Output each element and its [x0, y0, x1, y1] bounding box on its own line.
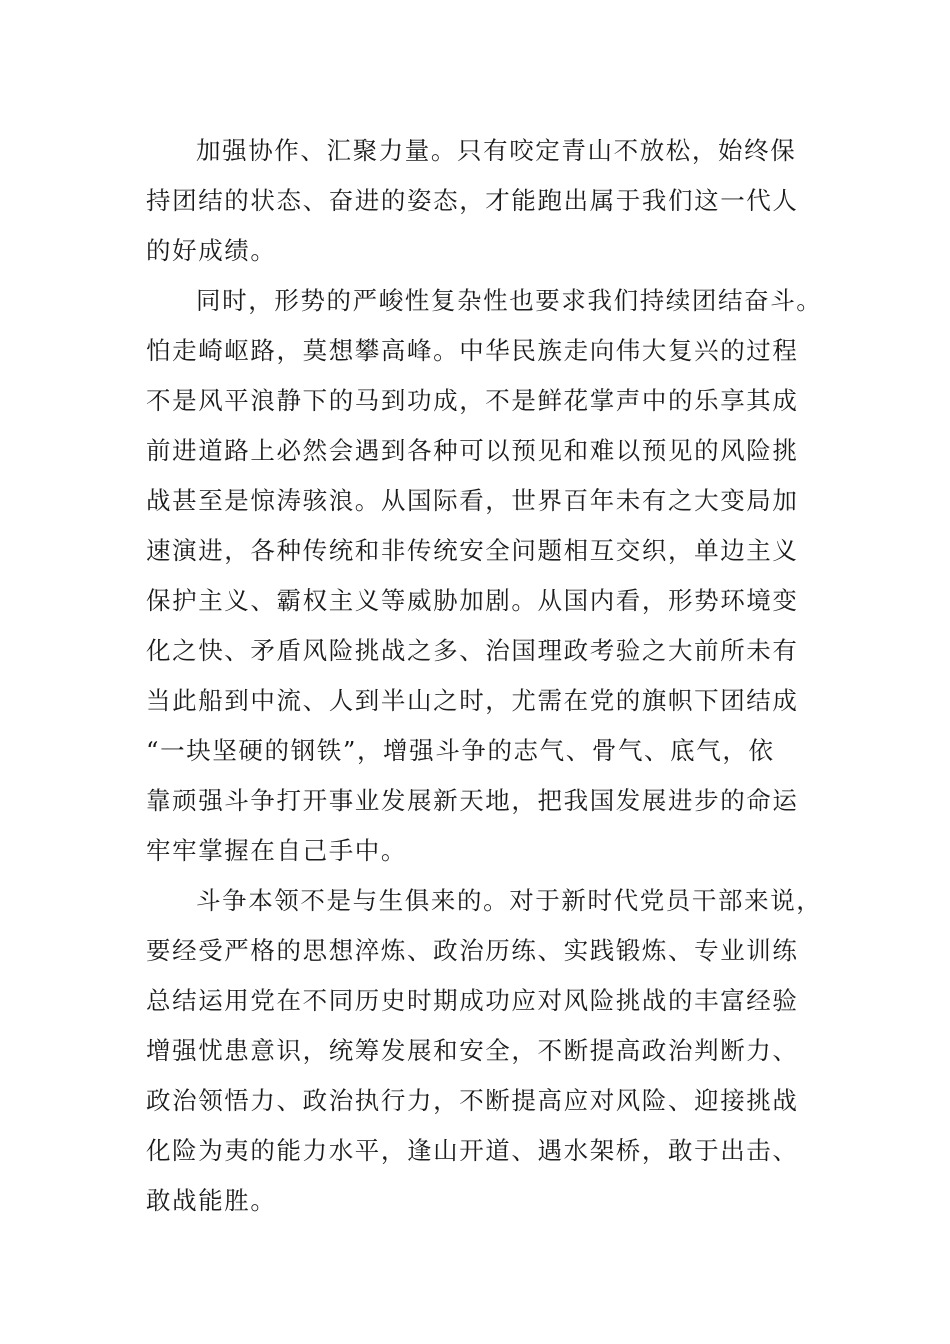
paragraph-2-line-6: 速演进，各种传统和非传统安全问题相互交织，单边主义 [146, 536, 799, 565]
paragraph-3-line-5: 政治领悟力、政治执行力，不断提高应对风险、迎接挑战 [146, 1086, 799, 1115]
paragraph-1-line-3: 的好成绩。 [146, 236, 277, 265]
paragraph-1-line-1: 加强协作、汇聚力量。只有咬定青山不放松，始终保 [196, 136, 797, 165]
paragraph-2-line-11: 靠顽强斗争打开事业发展新天地，把我国发展进步的命运 [146, 786, 799, 815]
paragraph-2-line-1: 同时，形势的严峻性复杂性也要求我们持续团结奋斗。 [196, 286, 823, 315]
paragraph-2-line-12: 牢牢掌握在自己手中。 [146, 836, 407, 865]
paragraph-3-line-7: 敢战能胜。 [146, 1186, 277, 1215]
paragraph-2-line-3: 不是风平浪静下的马到功成，不是鲜花掌声中的乐享其成 [146, 386, 799, 415]
paragraph-2-line-8: 化之快、矛盾风险挑战之多、治国理政考验之大前所未有 [146, 636, 799, 665]
paragraph-3-line-3: 总结运用党在不同历史时期成功应对风险挑战的丰富经验 [146, 986, 799, 1015]
paragraph-2-line-2: 怕走崎岖路，莫想攀高峰。中华民族走向伟大复兴的过程 [146, 336, 799, 365]
paragraph-3-line-6: 化险为夷的能力水平，逢山开道、遇水架桥，敢于出击、 [146, 1136, 799, 1165]
paragraph-1-line-2: 持团结的状态、奋进的姿态，才能跑出属于我们这一代人 [146, 186, 799, 215]
paragraph-2-line-10: “一块坚硬的钢铁”，增强斗争的志气、骨气、底气，依 [146, 736, 775, 765]
paragraph-2-line-4: 前进道路上必然会遇到各种可以预见和难以预见的风险挑 [146, 436, 799, 465]
paragraph-2-line-9: 当此船到中流、人到半山之时，尤需在党的旗帜下团结成 [146, 686, 799, 715]
paragraph-2-line-7: 保护主义、霸权主义等威胁加剧。从国内看，形势环境变 [146, 586, 799, 615]
paragraph-3-line-2: 要经受严格的思想淬炼、政治历练、实践锻炼、专业训练 [146, 936, 799, 965]
paragraph-3-line-1: 斗争本领不是与生俱来的。对于新时代党员干部来说， [196, 886, 823, 915]
paragraph-2-line-5: 战甚至是惊涛骇浪。从国际看，世界百年未有之大变局加 [146, 486, 799, 515]
paragraph-3-line-4: 增强忧患意识，统筹发展和安全，不断提高政治判断力、 [146, 1036, 799, 1065]
